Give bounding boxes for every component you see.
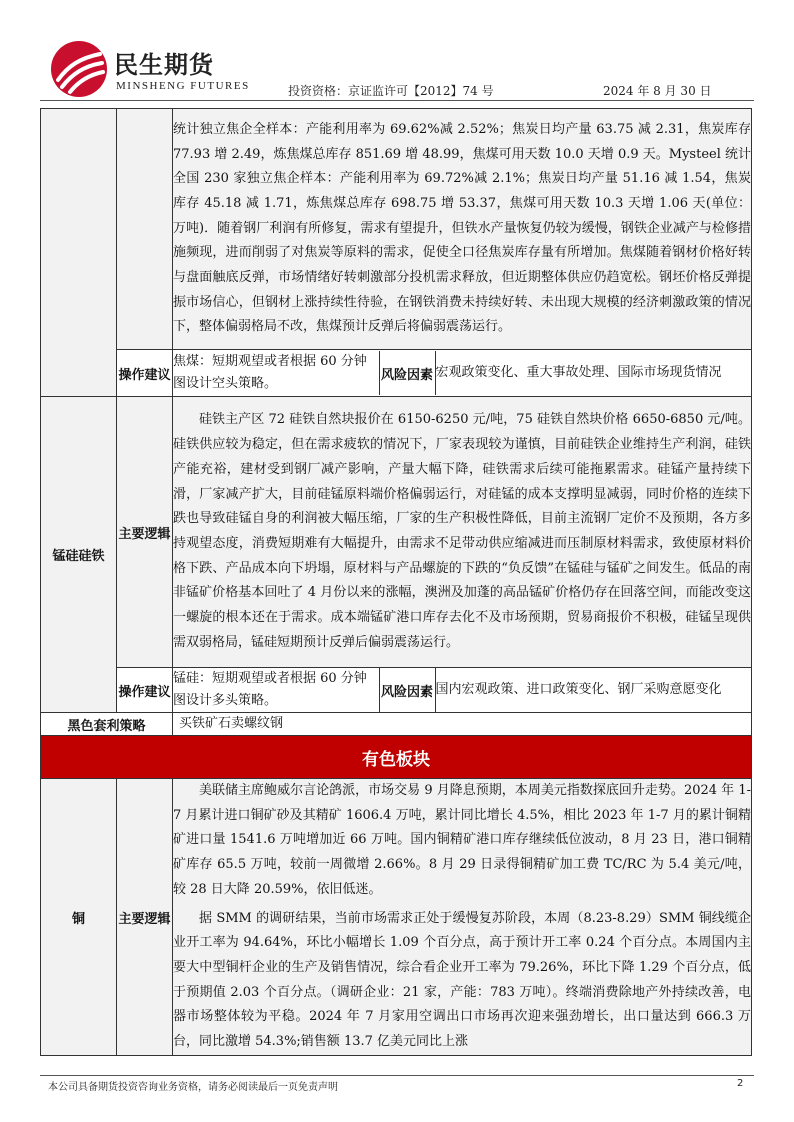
copper-analysis-row <box>41 779 752 1056</box>
page-number: 2 <box>737 1078 744 1089</box>
coke-section-label-cell <box>41 109 117 397</box>
mn-risk-label: 风险因素 <box>379 668 435 712</box>
coke-logic-label-cell <box>117 109 173 350</box>
mn-analysis-text: 硅铁主产区 72 硅铁自然块报价在 6150-6250 元/吨，75 硅铁自然块价格 6650-6850 元/吨。硅铁供应较为稳定，但在需求疲软的情况下，厂家表现较为谨慎，目前硅铁企业维持生产利润，硅铁产能充裕，建材受到钢厂减产影响，产量大幅下降，硅铁需求后续可能拖累需求。硅锰产量持续下滑，厂家减产扩大，目前硅锰原料端价格偏弱运行，对硅锰的成本支撑明显减弱，同时价格的连续下跌也导致硅锰自身的利润被大幅压缩，厂家的生产积极性降低，目前主流钢厂定价不及预期，各方多持观望态度，消费短期难有大幅提升，由需求不足带动供应缩减进而压制原材料需求，致使原材料价格下跌、产品成本向下坍塌，原材料与产品螺旋的下跌的“负反馈”在锰硅与锰矿之间发生。低品的南非锰矿价格基本回吐了 4 月份以来的涨幅，澳洲及加蓬的高品锰矿价格仍存在回落空间，而能改变这一螺旋的根本还在于需求。成本端锰矿港口库存去化不及市场预期，贸易商报价不积极，硅锰呈现供需双弱格局，锰硅短期预计反弹后偏弱震荡运行。 <box>173 412 751 650</box>
coke-op-text: 焦煤：短期观望或者根据 60 分钟图设计空头策略。 <box>173 354 367 391</box>
minsheng-logo-icon <box>50 40 108 98</box>
copper-section-label: 铜 <box>41 779 117 1056</box>
qualification-text: 投资资格：京证监许可【2012】74 号 <box>288 84 494 98</box>
footer-disclaimer: 本公司具备期货投资咨询业务资格，请务必阅读最后一页免责声明 <box>48 1082 338 1093</box>
coke-risk-text: 宏观政策变化、重大事故处理、国际市场现货情况 <box>435 365 722 380</box>
header-divider <box>40 100 754 101</box>
copper-logic-label: 主要逻辑 <box>117 779 173 1056</box>
arbitrage-row <box>41 713 752 736</box>
mn-risk-text: 国内宏观政策、进口政策变化、钢厂采购意愿变化 <box>435 682 722 697</box>
mn-op-text: 锰硅：短期观望或者根据 60 分钟图设计多头策略。 <box>173 671 367 708</box>
page-header <box>0 0 794 110</box>
brand-name-english: MINSHENG FUTURES <box>116 80 250 92</box>
coke-risk-label: 风险因素 <box>379 351 435 395</box>
mn-op-label: 操作建议 <box>117 668 173 713</box>
nonferrous-banner-row <box>41 736 752 779</box>
mn-analysis-row <box>41 397 752 668</box>
arbitrage-text: 买铁矿石卖螺纹钢 <box>173 713 752 736</box>
report-date: 2024 年 8 月 30 日 <box>603 84 712 98</box>
report-table <box>40 108 752 1056</box>
coke-analysis-cell <box>173 109 752 350</box>
coke-op-label: 操作建议 <box>117 350 173 397</box>
mn-operation-row <box>41 668 752 713</box>
mn-analysis-cell <box>173 397 752 668</box>
nonferrous-banner: 有色板块 <box>41 736 752 779</box>
copper-paragraph-2: 据 SMM 的调研结果，当前市场需求正处于缓慢复苏阶段，本周（8.23-8.29）SMM 铜线缆企业开工率为 94.64%，环比小幅增长 1.09 个百分点，高于预计开工率 0.24 个百分点。本周国内主要大中型铜杆企业的生产及销售情况，综合看企业开工率为 79.26%，环比下降 1.29 个百分点，低于预期值 2.03 个百分点。（调研企业：21 家，产能：783 万吨）。终端消费除地产外持续改善，电器市场整体较为平稳。2024 年 7 月家用空调出口市场再次迎来强劲增长，出口量达到 666.3 万台，同比激增 54.3%;销售额 13.7 亿美元同比上涨 <box>173 910 751 1050</box>
mn-section-label: 锰硅硅铁 <box>41 397 117 713</box>
coke-operation-row <box>41 350 752 397</box>
copper-analysis-cell <box>173 779 752 1056</box>
footer-divider <box>40 1075 754 1076</box>
copper-paragraph-1: 美联储主席鲍威尔言论鸽派，市场交易 9 月降息预期，本周美元指数探底回升走势。2024 年 1-7 月累计进口铜矿砂及其精矿 1606.4 万吨，累计同比增长 4.5%，相比 2023 年 1-7 月的累计铜精矿进口量 1541.6 万吨增加近 66 万吨。国内铜精矿港口库存继续低位波动，8 月 23 日，港口铜精矿库存 65.5 万吨，较前一周微增 2.66%。8 月 29 日录得铜精矿加工费 TC/RC 为 5.4 美元/吨，较 28 日大降 20.59%，依旧低迷。 <box>173 783 751 897</box>
coke-analysis-row <box>41 109 752 350</box>
mn-logic-label: 主要逻辑 <box>117 397 173 668</box>
coke-analysis-text: 统计独立焦企全样本：产能利用率为 69.62%减 2.52%；焦炭日均产量 63.75 减 2.31，焦炭库存 77.93 增 2.49，炼焦煤总库存 851.69 增 48.99，焦煤可用天数 10.0 天增 0.9 天。Mysteel 统计全国 230 家独立焦企样本：产能利用率为 69.72%减 2.1%；焦炭日均产量 51.16 减 1.54，焦炭库存 45.18 减 1.71，炼焦煤总库存 698.75 增 53.37，焦煤可用天数 10.3 天增 1.06 天(单位：万吨)．随着钢厂利润有所修复，需求有望提升，但铁水产量恢复仍较为缓慢，钢铁企业减产与检修措施频现，进而削弱了对焦炭等原料的需求，促使全口径焦炭库存量有所增加。焦煤随着钢材价格好转与盘面触底反弹，市场情绪好转刺激部分投机需求释放，但近期整体供应仍趋宽松。钢坯价格反弹提振市场信心，但钢材上涨持续性待验，在钢铁消费未持续好转、未出现大规模的经济刺激政策的情况下，整体偏弱格局不改，焦煤预计反弹后将偏弱震荡运行。 <box>173 121 751 335</box>
arbitrage-label: 黑色套利策略 <box>41 713 173 736</box>
brand-name: 民生期货 <box>114 51 214 79</box>
